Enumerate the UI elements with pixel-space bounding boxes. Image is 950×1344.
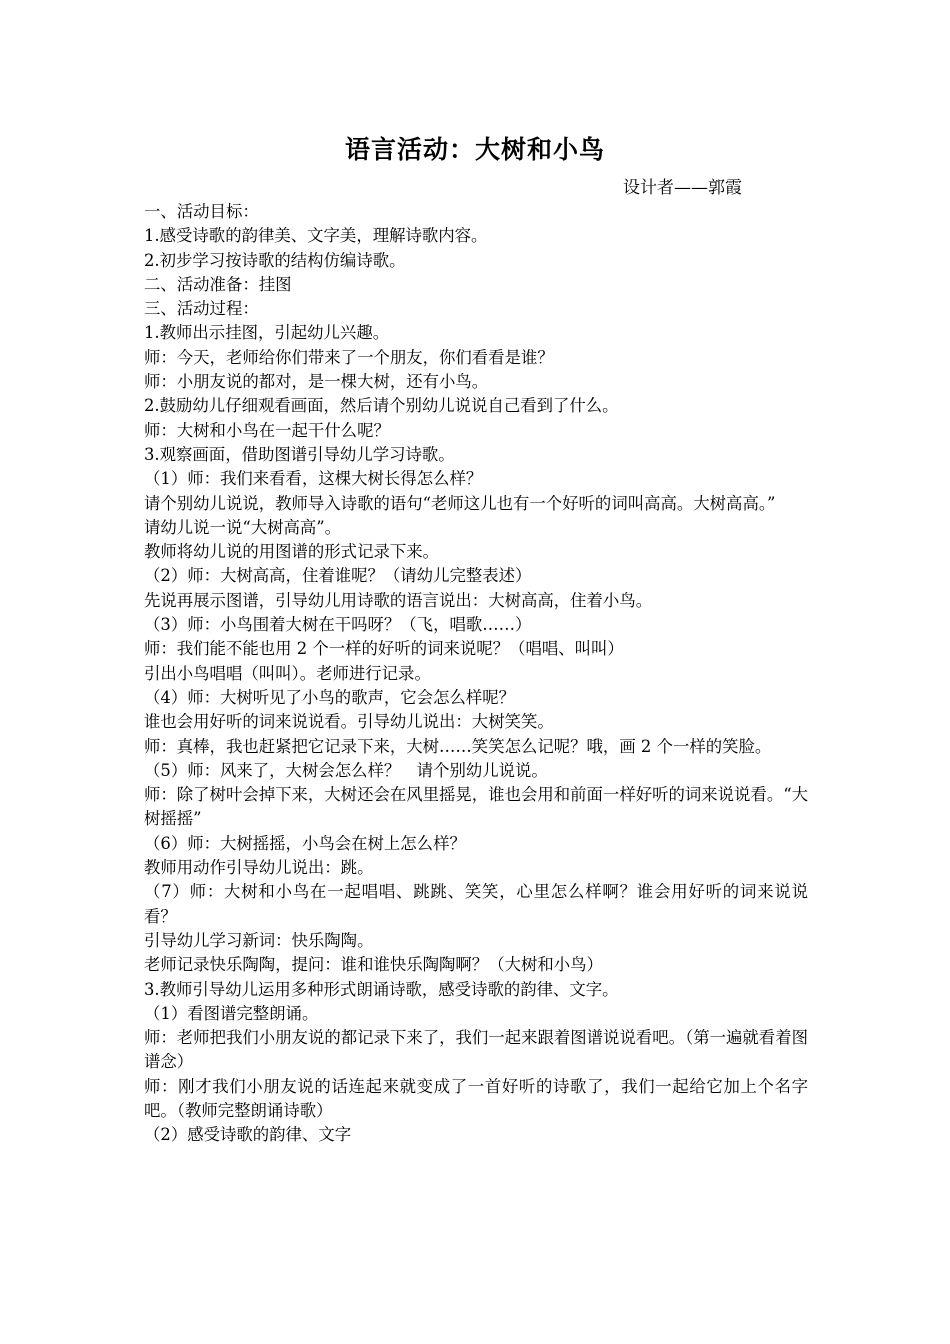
paragraph-line: 师：我们能不能也用 2 个一样的好听的词来说呢？（唱唱、叫叫） — [144, 639, 624, 659]
paragraph-line: 引出小鸟唱唱（叫叫）。老师进行记录。 — [144, 663, 431, 683]
paragraph-line: 老师记录快乐陶陶，提问：谁和谁快乐陶陶啊？（大树和小鸟） — [144, 955, 603, 975]
section-heading-preparation: 二、活动准备：挂图 — [144, 274, 292, 294]
paragraph-line: （6）师：大树摇摇，小鸟会在树上怎么样？ — [144, 833, 466, 853]
paragraph-line: （4）师：大树听见了小鸟的歌声，它会怎么样呢？ — [144, 687, 516, 707]
paragraph-line: 师：真棒，我也赶紧把它记录下来，大树……笑笑怎么记呢？哦，画 2 个一样的笑脸。 — [144, 736, 772, 756]
paragraph-line: （1）师：我们来看看，这棵大树长得怎么样？ — [144, 469, 483, 489]
paragraph-line: 引导幼儿学习新词：快乐陶陶。 — [144, 930, 374, 950]
paragraph-line: 2.鼓励幼儿仔细观看画面，然后请个别幼儿说说自己看到了什么。 — [144, 396, 619, 416]
document-title: 语言活动：大树和小鸟 — [344, 135, 605, 164]
paragraph-line: （3）师：小鸟围着大树在干吗呀？（飞，唱歌……） — [144, 615, 532, 635]
paragraph-line: 请幼儿说一说“大树高高”。 — [144, 517, 342, 537]
document-author: 设计者——郭霞 — [623, 178, 742, 198]
paragraph-line: 师：小朋友说的都对，是一棵大树，还有小鸟。 — [144, 372, 489, 392]
paragraph-line: 教师将幼儿说的用图谱的形式记录下来。 — [144, 542, 440, 562]
paragraph-line: 先说再展示图谱，引导幼儿用诗歌的语言说出：大树高高，住着小鸟。 — [144, 590, 653, 610]
document-body — [144, 200, 808, 1148]
paragraph-line: 3.观察画面，借助图谱引导幼儿学习诗歌。 — [144, 444, 455, 464]
paragraph-line: （2）感受诗歌的韵律、文字 — [144, 1125, 352, 1145]
paragraph-line: （1）看图谱完整朗诵。 — [144, 1003, 319, 1023]
paragraph-line: 师：老师把我们小朋友说的都记录下来了，我们一起来跟着图谱说说看吧。（第一遍就看着图谱念） — [144, 1028, 808, 1072]
paragraph-line: （7）师：大树和小鸟在一起唱唱、跳跳、笑笑，心里怎么样啊？谁会用好听的词来说说看？ — [144, 882, 808, 926]
paragraph-line: （2）师：大树高高，住着谁呢？（请幼儿完整表述） — [144, 566, 532, 586]
paragraph-line: 2.初步学习按诗歌的结构仿编诗歌。 — [144, 250, 406, 270]
paragraph-line: （5）师：风来了，大树会怎么样？ 请个别幼儿说说。 — [144, 760, 548, 780]
paragraph-line: 请个别幼儿说说，教师导入诗歌的语句“老师这儿也有一个好听的词叫高高。大树高高。” — [144, 493, 776, 513]
paragraph-line: 1.教师出示挂图，引起幼儿兴趣。 — [144, 323, 390, 343]
section-heading-goals: 一、活动目标： — [144, 202, 259, 221]
paragraph-line: 1.感受诗歌的韵律美、文字美，理解诗歌内容。 — [144, 226, 488, 246]
section-heading-process: 三、活动过程： — [144, 299, 259, 319]
paragraph-line: 师：大树和小鸟在一起干什么呢？ — [144, 420, 390, 440]
paragraph-line: 谁也会用好听的词来说说看。引导幼儿说出：大树笑笑。 — [144, 712, 554, 732]
paragraph-line: 3.教师引导幼儿运用多种形式朗诵诗歌，感受诗歌的韵律、文字。 — [144, 979, 619, 999]
paragraph-line: 教师用动作引导幼儿说出：跳。 — [144, 858, 374, 878]
paragraph-line: 师：除了树叶会掉下来，大树还会在风里摇晃，谁也会用和前面一样好听的词来说说看。“大树摇摇” — [144, 785, 808, 829]
paragraph-line: 师：刚才我们小朋友说的话连起来就变成了一首好听的诗歌了，我们一起给它加上个名字吧。（教师完整朗诵诗歌） — [144, 1076, 808, 1120]
paragraph-line: 师：今天，老师给你们带来了一个朋友，你们看看是谁？ — [144, 347, 554, 367]
